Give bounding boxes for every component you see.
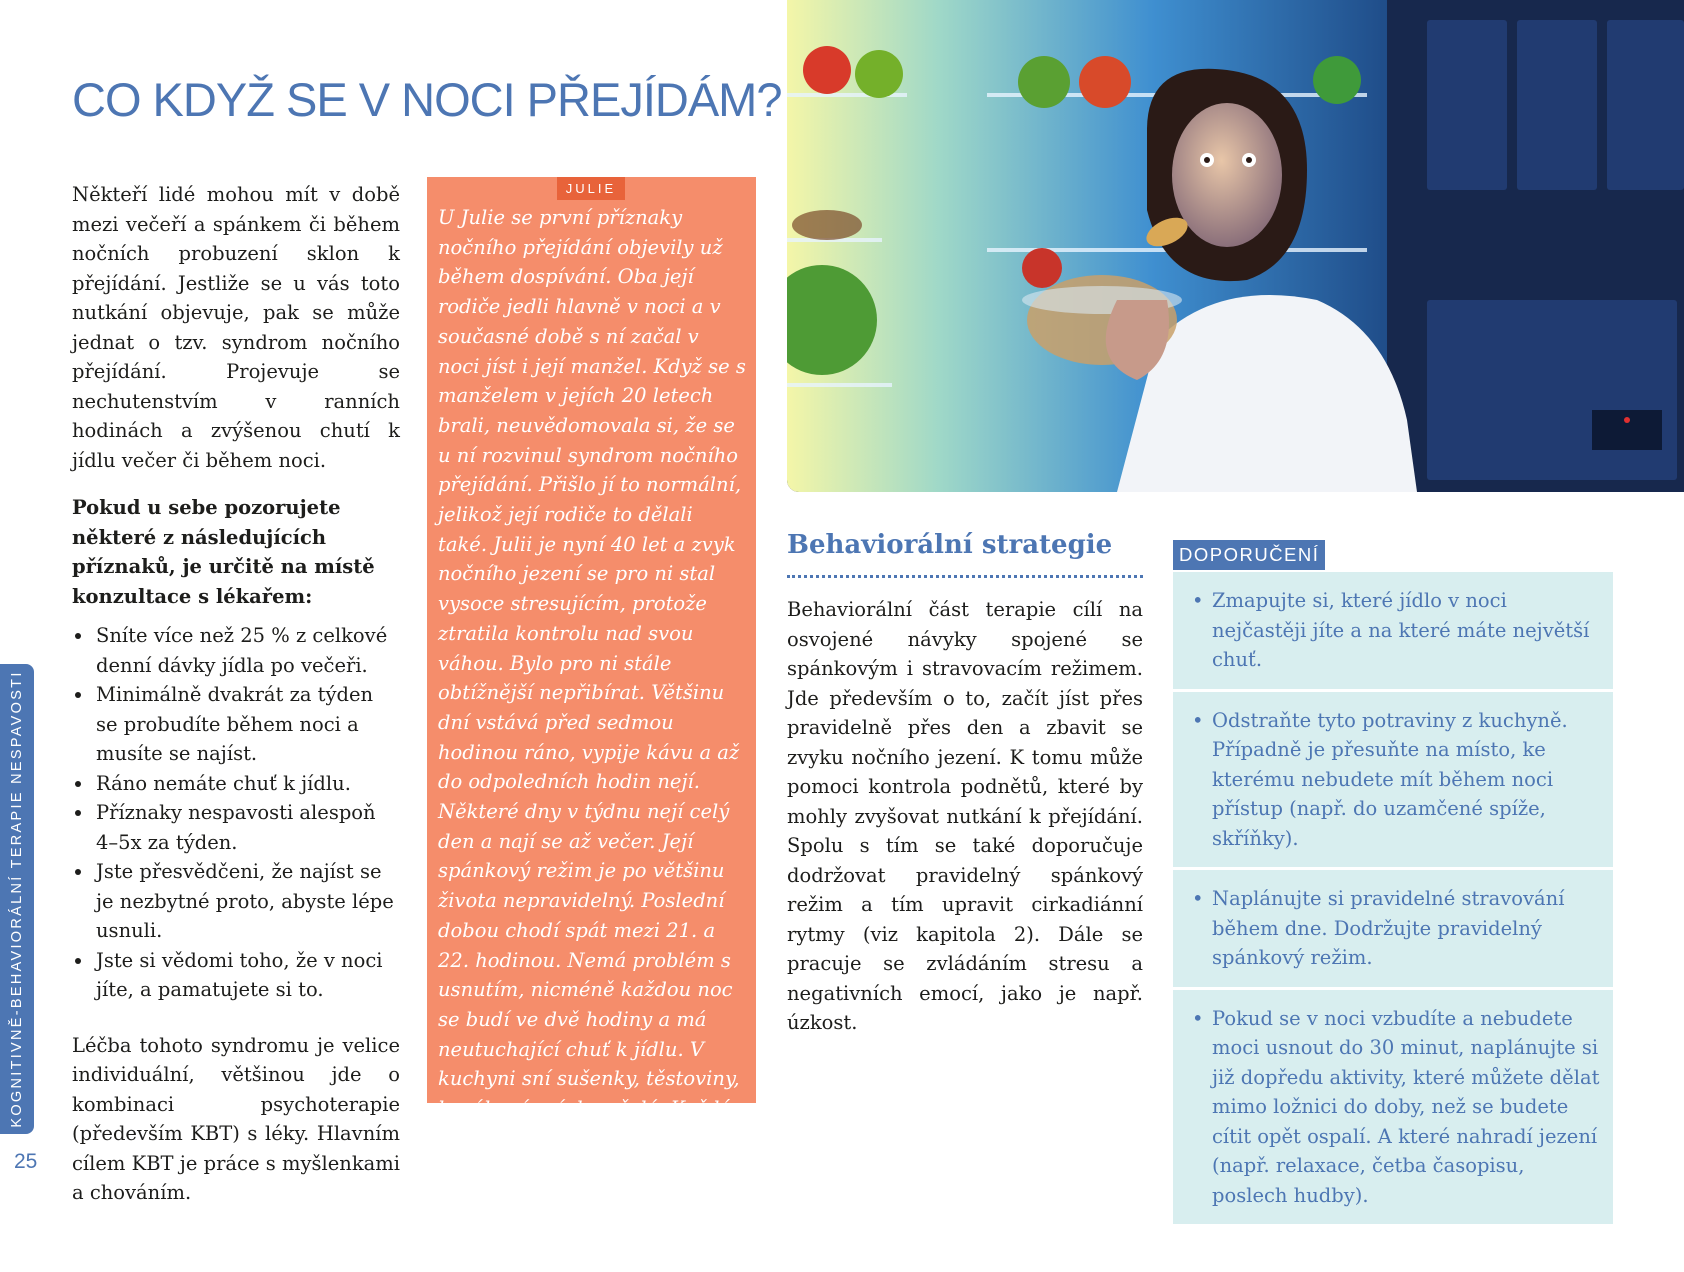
- symptom-list: [72, 621, 400, 1005]
- list-item: • Jste přesvědčeni, že najíst se je nezbytné proto, abyste lépe usnuli.: [94, 857, 400, 946]
- page-title: CO KDYŽ SE V NOCI PŘEJÍDÁM?: [72, 73, 782, 126]
- list-item: [1173, 692, 1613, 868]
- recommendation-text: Zmapujte si, které jídlo v noci nejčastěji jíte a na které máte největší chuť.: [1212, 589, 1590, 671]
- page-number: 25: [14, 1150, 38, 1173]
- behavioral-heading: Behaviorální strategie: [787, 530, 1113, 560]
- bullet-icon: •: [1192, 708, 1204, 732]
- bullet-icon: •: [1192, 887, 1204, 910]
- list-item: • Sníte více než 25 % z celkové denní dávky jídla po večeři.: [94, 621, 400, 680]
- bullet-icon: •: [1192, 1006, 1204, 1030]
- intro-paragraph: Někteří lidé mohou mít v době mezi večeří a spánkem či během nočních probuzení sklon k přejídání. Jestliže se u vás toto nutkání objevuje, pak se může jednat o tzv. syndrom nočního přejídání. Projevuje se nechutenstvím v ranních hodinách a zvýšenou chutí k jídlu večer či během noci.: [72, 183, 400, 472]
- recommendation-text: Naplánujte si pravidelné stravování během dne. Dodržujte pravidelný spánkový režim.: [1212, 887, 1565, 969]
- treatment-paragraph: Léčba tohoto syndromu je velice individuální, většinou jde o kombinaci psychoterapie (především KBT) s léky. Hlavním cílem KBT je práce s myšlenkami a chováním.: [72, 1033, 400, 1204]
- night-eating-photo: [787, 0, 1684, 492]
- case-study-box: [427, 177, 756, 1269]
- list-item: [1173, 990, 1613, 1225]
- case-study-text: U Julie se první příznaky nočního přejídání objevily už během dospívání. Oba její rodiče jedli hlavně v noci a v současné době s ní začal v noci jíst i její manžel. Když se s manželem v jejích 20 letech brali, neuvědomovala si, že se u ní rozvinul syndrom nočního přejídání. Přišlo jí to normální, jelikož její rodiče to dělali také. Julii je nyní 40 let a zvyk nočního jezení se pro ni stal vysoce stresujícím, protože ztratila kontrolu nad svou váhou. Bylo pro ni stále obtížnější nepřibírat. Většinu dní vstává před sedmou hodinou ráno, vypije kávu a až do odpoledních hodin nejí. Některé dny v týdnu nejí celý den a nají se až večer. Její spánkový režim je po většinu života nepravidelný. Poslední dobou chodí spát mezi 21. a 22. hodinou. Nemá problém s usnutím, nicméně každou noc se budí ve dvě hodiny a má neutuchající chuť k jídlu. V kuchyni sní sušenky, těstoviny, burákové máslo a želé. Každý večer už dopředu ví, že se v noci vzbudí a bude jíst. Je přesvědčená, že pokud by se nenajedla, celou noc by nespala.: [438, 206, 746, 1269]
- list-item: [1173, 870, 1613, 987]
- list-item: • Ráno nemáte chuť k jídlu.: [94, 769, 400, 799]
- recommendation-text: Pokud se v noci vzbudíte a nebudete moci usnout do 30 minut, naplánujte si již dopředu aktivity, které můžete dělat mimo ložnici do doby, než se budete cítit opět ospalí. A které nahradí jezení (např. relaxace, četba časopisu, poslech hudby).: [1212, 1006, 1600, 1207]
- chapter-side-tab-label: KOGNITIVNĚ-BEHAVIORÁLNÍ TERAPIE NESPAVOSTI: [9, 670, 25, 1128]
- bullet-icon: •: [1192, 589, 1204, 612]
- night-eating-illustration: [787, 0, 1684, 492]
- list-item: [1173, 572, 1613, 689]
- list-item: • Příznaky nespavosti alespoň 4–5x za týden.: [94, 798, 400, 857]
- recommendations-label: DOPORUČENÍ: [1173, 540, 1325, 570]
- heading-divider: [787, 575, 1143, 578]
- warning-paragraph: Pokud u sebe pozorujete některé z následujících příznaků, je určitě na místě konzultace s lékařem:: [72, 496, 375, 608]
- behavioral-text: Behaviorální část terapie cílí na osvojené návyky spojené se spánkovým i stravovacím režimem. Jde především o to, začít jíst přes pravidelně přes den a zbavit se zvyku nočního jezení. K tomu může pomoci kontrola podnětů, které by mohly zvyšovat nutkání k přejídání. Spolu s tím se také doporučuje dodržovat pravidelný spánkový režim a tím upravit cirkadiánní rytmy (viz kapitola 2). Dále se pracuje se zvládáním stresu a negativních emocí, jako je např. úzkost.: [787, 598, 1143, 1034]
- list-item: • Minimálně dvakrát za týden se probudíte během noci a musíte se najíst.: [94, 680, 400, 769]
- intro-column: [72, 180, 400, 1208]
- case-study-label: JULIE: [557, 177, 625, 200]
- recommendations-list: [1173, 572, 1613, 1227]
- list-item: • Jste si vědomi toho, že v noci jíte, a pamatujete si to.: [94, 946, 400, 1005]
- recommendation-text: Odstraňte tyto potraviny z kuchyně. Případně je přesuňte na místo, ke kterému nebudete mít během noci přístup (např. do uzamčené spíže, skříňky).: [1212, 708, 1568, 850]
